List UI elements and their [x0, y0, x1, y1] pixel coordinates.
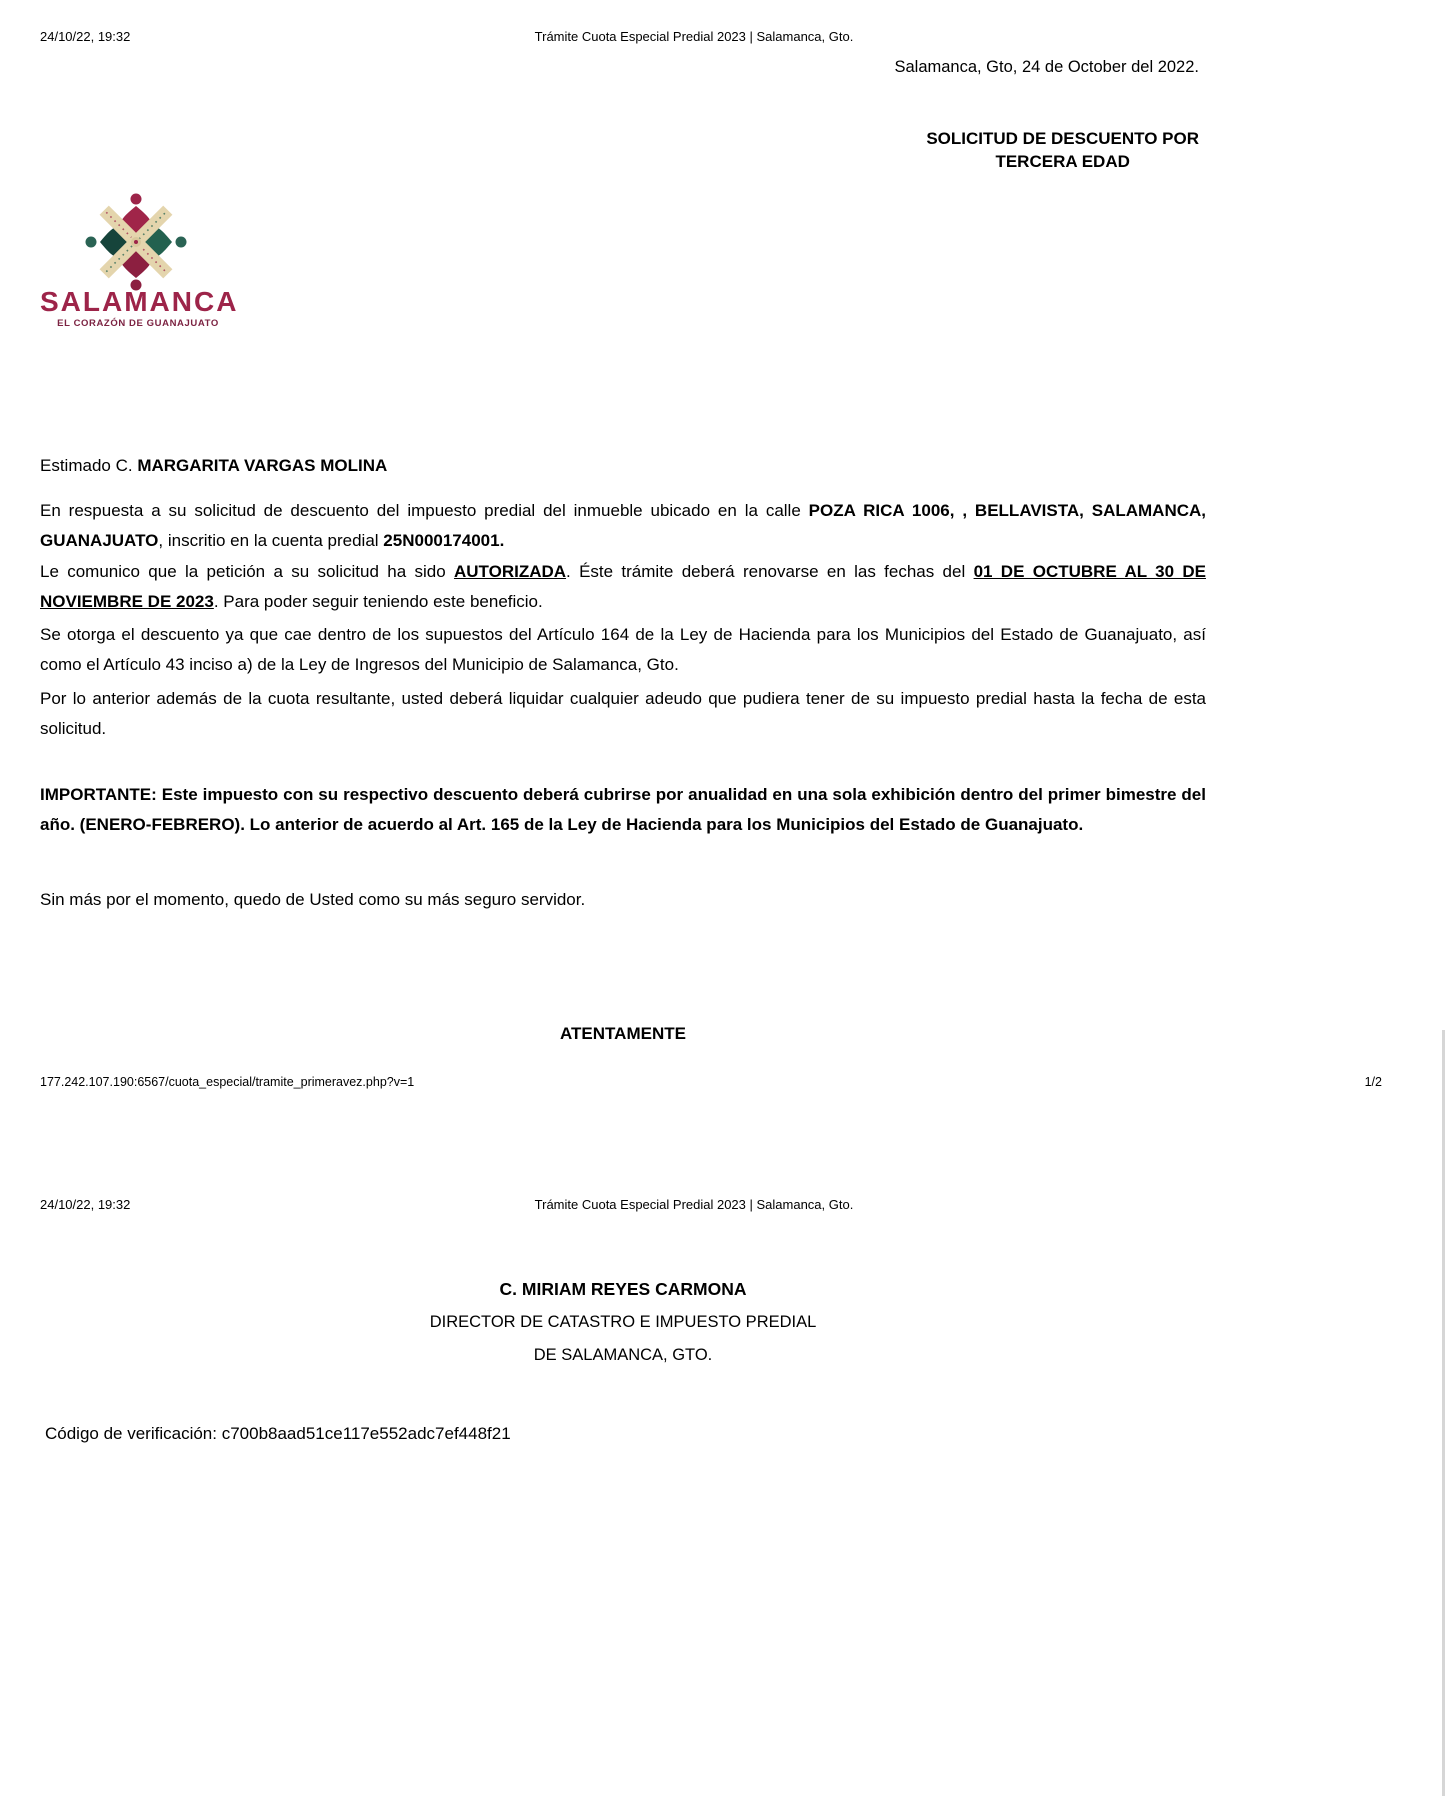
paragraph-authorization: Le comunico que la petición a su solicitud ha sido AUTORIZADA. Éste trámite deberá renovarse en las fechas del 01 DE OCTUBRE AL 30 DE NOVIEMBRE DE 2023. Para poder seguir teniendo este beneficio. — [40, 562, 1206, 611]
logo-tagline: EL CORAZÓN DE GUANAJUATO — [57, 318, 219, 329]
signer-place: DE SALAMANCA, GTO. — [533, 1346, 713, 1364]
salutation-line: Estimado C. MARGARITA VARGAS MOLINA — [40, 456, 388, 475]
print-header-datetime-page2: 24/10/22, 19:32 — [40, 1197, 131, 1212]
letter-date-line: Salamanca, Gto, 24 de October del 2022. — [894, 58, 1199, 76]
salamanca-hearts-flower-icon — [83, 193, 189, 291]
paragraph-important-notice: IMPORTANTE: Este impuesto con su respectivo descuento deberá cubrirse por anualidad en una sola exhibición dentro del primer bimestre del año. (ENERO-FEBRERO). Lo anterior de acuerdo al Art. 165 de la Ley de Hacienda para los Municipios del Estado de Guanajuato. — [40, 785, 1206, 834]
logo-center-core — [134, 240, 138, 244]
paragraph-property-response: En respuesta a su solicitud de descuento del impuesto predial del inmueble ubicado en la calle POZA RICA 1006, , BELLAVISTA, SALAMANCA, GUANAJUATO, inscritio en la cuenta predial 25N000174001. — [40, 501, 1206, 550]
logo-dot-right — [176, 237, 187, 248]
logo-dot-top — [131, 194, 142, 205]
verification-code-line: Código de verificación: c700b8aad51ce117e552adc7ef448f21 — [45, 1424, 511, 1443]
paragraph-legal-basis: Se otorga el descuento ya que cae dentro de los supuestos del Artículo 164 de la Ley de Hacienda para los Municipios del Estado de Guanajuato, así como el Artículo 43 inciso a) de la Ley de Ingresos del Municipio de Salamanca, Gto. — [40, 625, 1206, 674]
print-header-datetime: 24/10/22, 19:32 — [40, 29, 131, 44]
atentamente-heading: ATENTAMENTE — [560, 1024, 686, 1043]
letter-subject-heading — [926, 127, 1199, 173]
subject-line-1: SOLICITUD DE DESCUENTO POR — [926, 129, 1199, 148]
print-header-title-page2: Trámite Cuota Especial Predial 2023 | Salamanca, Gto. — [534, 1197, 854, 1212]
signer-name: C. MIRIAM REYES CARMONA — [499, 1279, 747, 1299]
subject-line-2: TERCERA EDAD — [995, 152, 1130, 171]
print-footer-url: 177.242.107.190:6567/cuota_especial/tramite_primeravez.php?v=1 — [40, 1075, 415, 1089]
logo-wordmark: SALAMANCA — [40, 286, 239, 317]
paragraph-outstanding-debt: Por lo anterior además de la cuota resultante, usted deberá liquidar cualquier adeudo que pudiera tener de su impuesto predial hasta la fecha de esta solicitud. — [40, 689, 1206, 738]
print-header-title: Trámite Cuota Especial Predial 2023 | Salamanca, Gto. — [534, 29, 854, 44]
paragraph-closing: Sin más por el momento, quedo de Usted como su más seguro servidor. — [40, 890, 586, 909]
signer-role: DIRECTOR DE CATASTRO E IMPUESTO PREDIAL — [429, 1313, 817, 1331]
print-footer-page-number: 1/2 — [1364, 1075, 1382, 1089]
logo-dot-left — [86, 237, 97, 248]
